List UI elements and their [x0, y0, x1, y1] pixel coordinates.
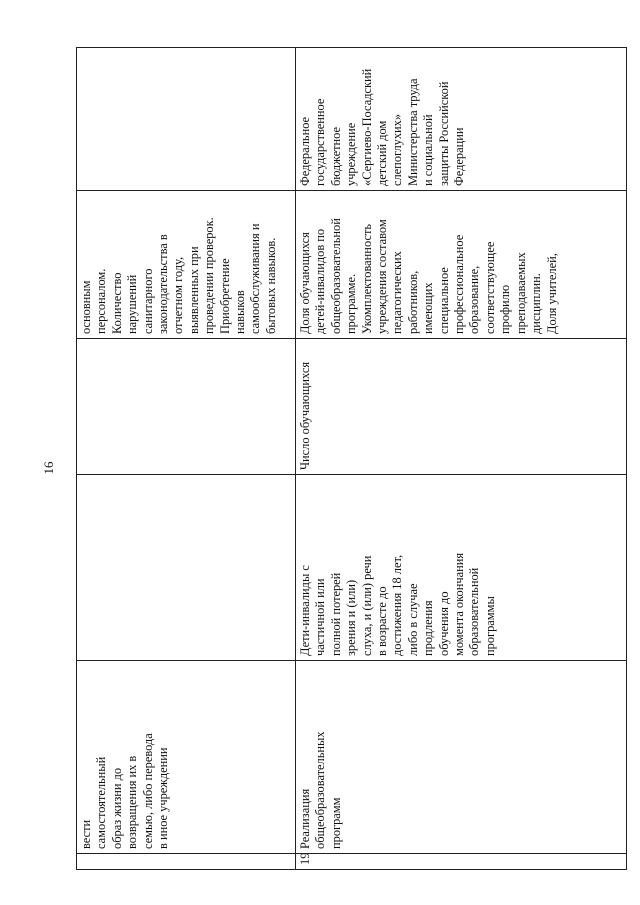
- institution-cell: [77, 48, 296, 191]
- volume-indicator-cell: Число обучающихся: [296, 339, 627, 475]
- recipient-category-cell: Дети-инвалиды с частичной или полной потерей зрения и (или) слуха, и (или) речи в возрасте до достижения 18 лет, либо в случае продления обучения до момента окончания образовательной программы: [296, 475, 627, 661]
- row-number-cell: [77, 854, 296, 870]
- service-name-cell: Реализация общеобразовательных программ: [296, 661, 627, 854]
- services-table: [76, 47, 627, 870]
- quality-indicator-cell: Доля обучающихся детей-инвалидов по общеобразовательной программе. Укомплектованность учреждения составом педагогических работников, имеющих специальное профессиональное образование, соответствующее профилю преподаваемых дисциплин. Доля учителей,: [296, 191, 627, 339]
- table-row: [296, 48, 627, 870]
- row-number-cell: 19: [296, 854, 627, 870]
- rotated-table-wrapper: [76, 48, 620, 870]
- table-row: [77, 48, 296, 870]
- institution-cell: Федеральное государственное бюджетное учреждение «Сергиево-Посадский детский дом слепоглухих» Министерства труда и социальной защиты Российской Федерации: [296, 48, 627, 191]
- recipient-category-cell: [77, 475, 296, 661]
- service-name-cell: вести самостоятельный образ жизни до возвращения их в семью, либо перевода в иное учреждении: [77, 661, 296, 854]
- page-number: 16: [41, 461, 56, 475]
- quality-indicator-cell: основным персоналом. Количество нарушений санитарного законодательства в отчетном году, выявленных при проведении проверок. Приобретение навыков самообслуживания и бытовых навыков.: [77, 191, 296, 339]
- volume-indicator-cell: [77, 339, 296, 475]
